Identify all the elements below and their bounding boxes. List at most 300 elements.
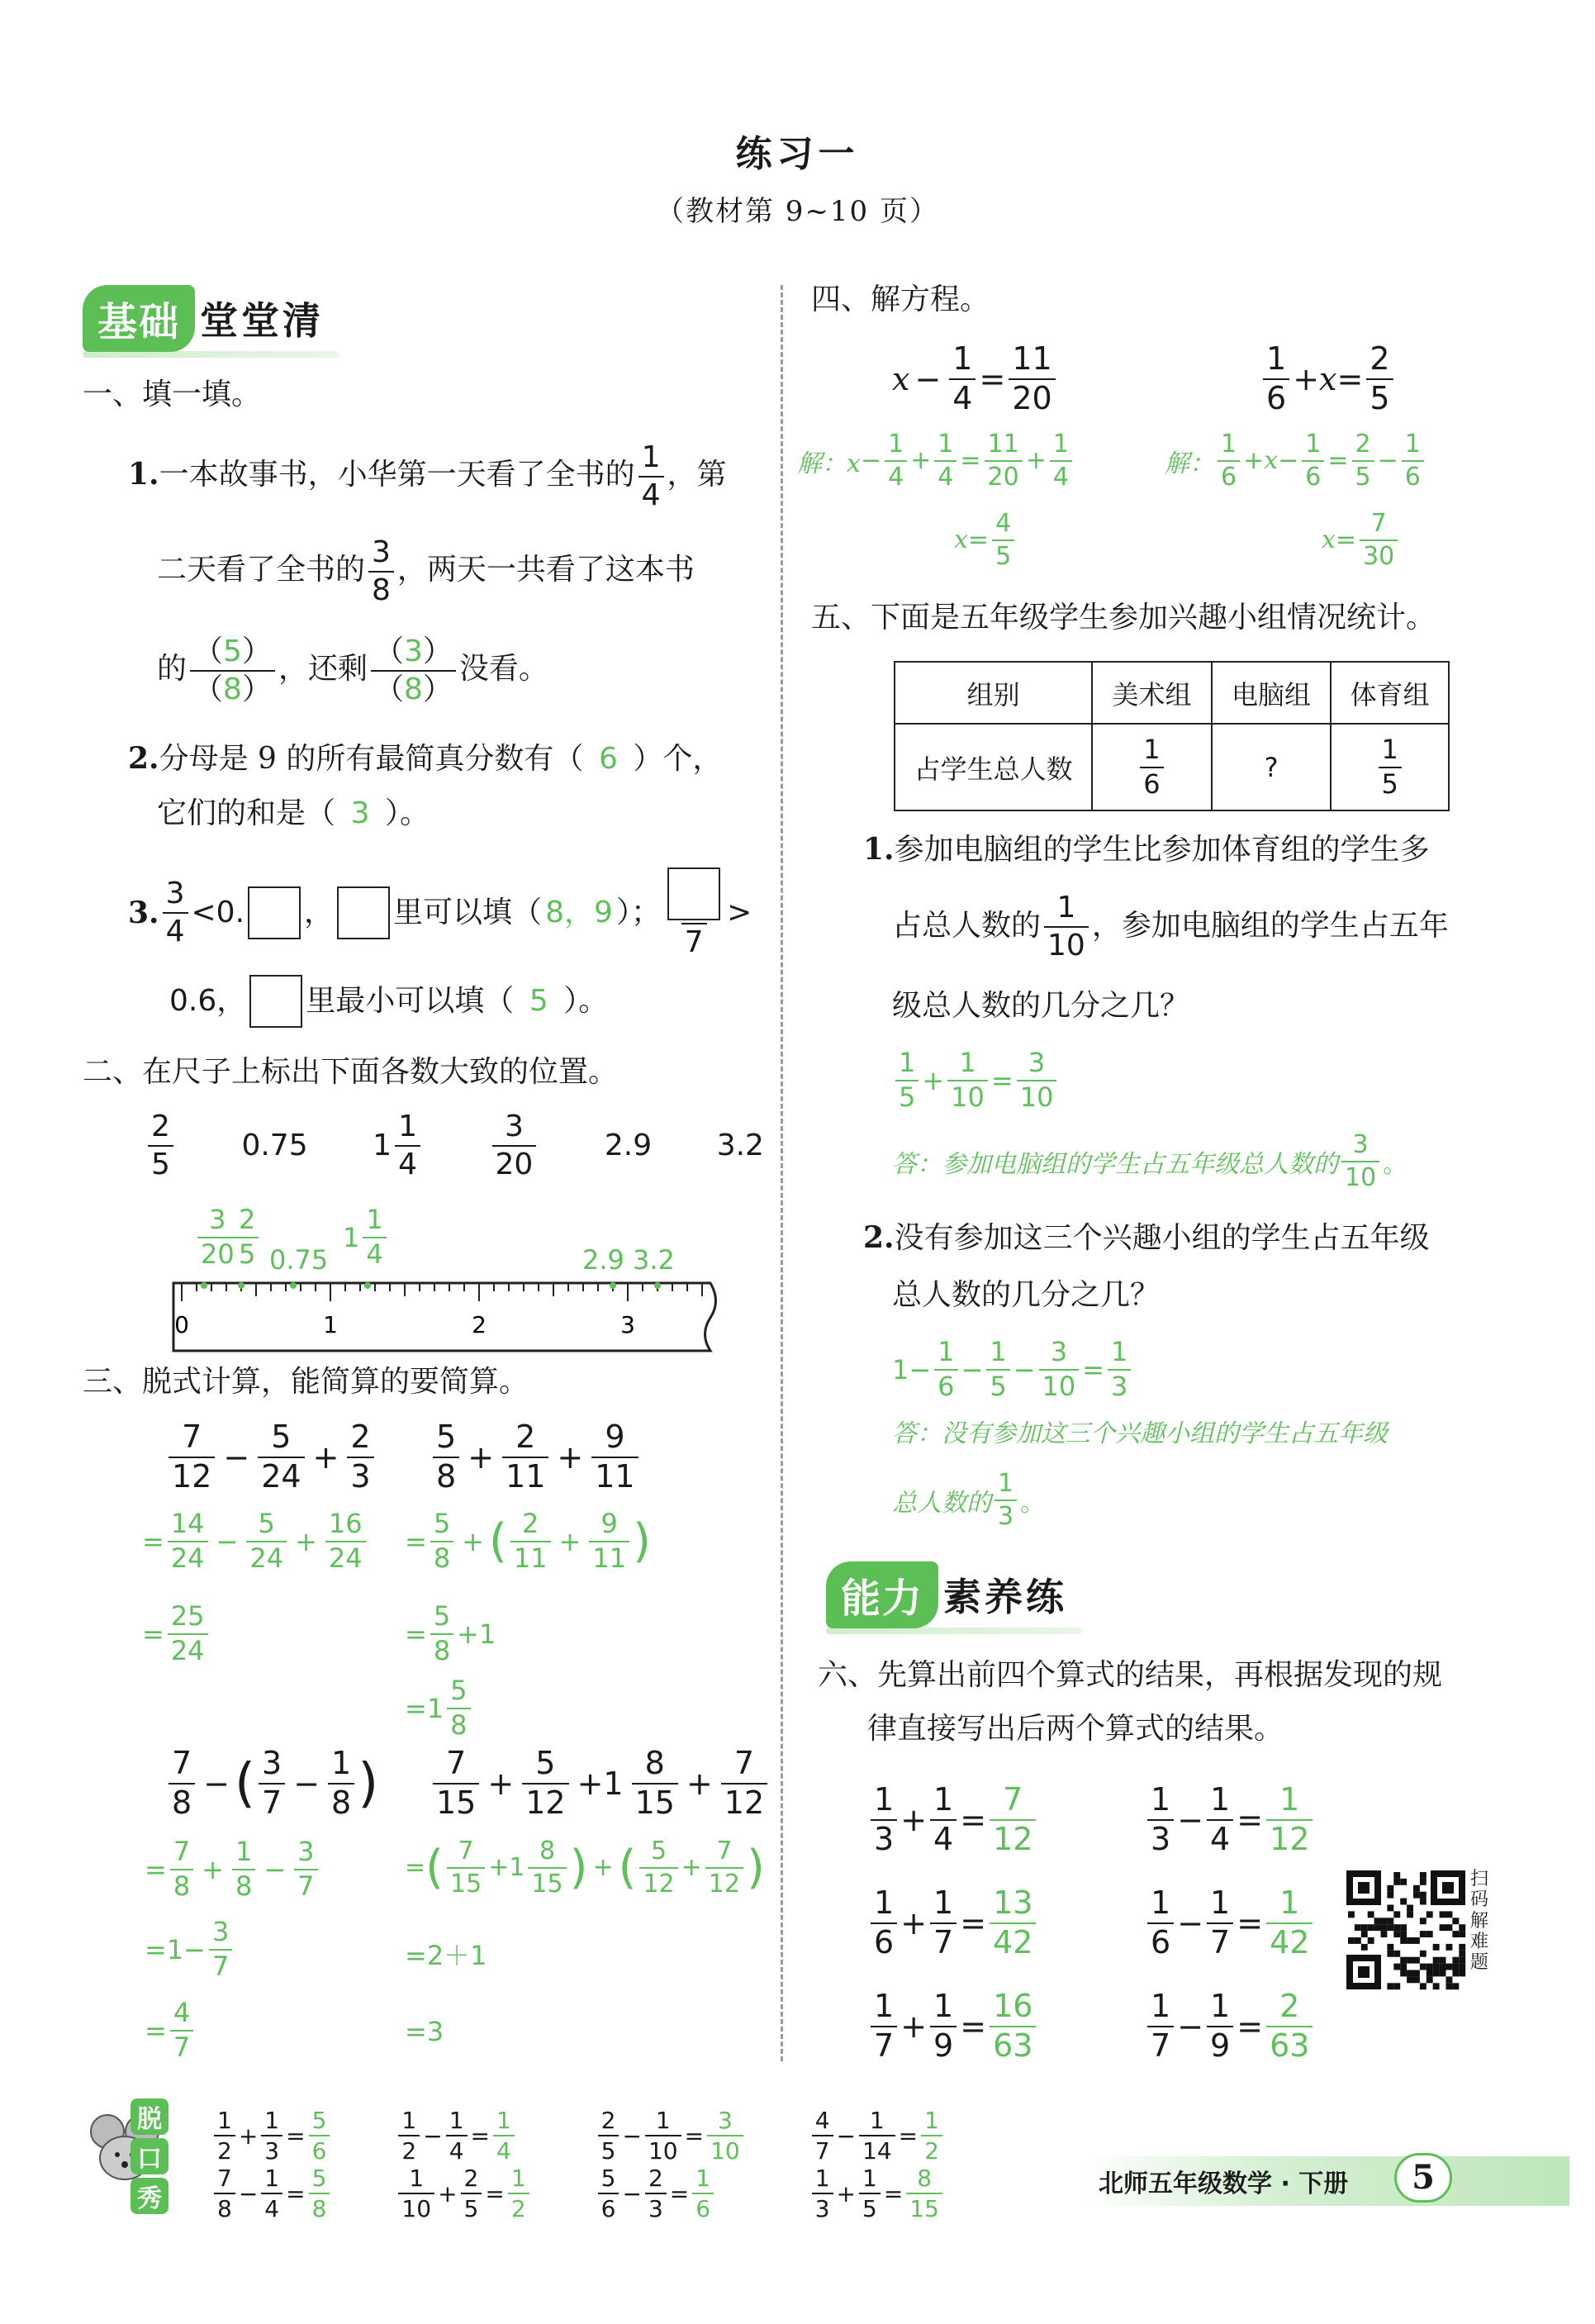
q1-p1-text-f: ，还剩 [278,651,368,686]
q1-p3-num: 3. [128,895,159,930]
numerator: 8 [644,1745,665,1781]
numerator: 3 [165,877,185,911]
operator: + [686,1765,713,1802]
q3-expr2 [430,1421,642,1494]
qr-cell [1374,1924,1381,1931]
q3-expr4 [430,1747,771,1820]
q1-p2-line1 [128,739,772,779]
numerator: 1 [1279,1780,1300,1818]
q2-heading: 二、在尺子上标出下面各数大致的位置。 [83,1055,619,1089]
numerator: 1 [933,1884,954,1921]
denominator: 2 [921,2135,942,2163]
numerator: 1 [1210,1987,1231,2024]
operator: + [462,1525,484,1557]
numerator: 3 [1028,1047,1046,1078]
numerator: 5 [600,2164,616,2192]
numerator: 2 [515,1419,536,1455]
qr-cell [1374,1918,1381,1924]
numerator: 1 [814,2164,830,2192]
paren: ) [358,1752,379,1814]
q3-expr2-step2: = $\frac{5}{8}$ +1 [405,1600,496,1666]
numerator: 1 [1266,340,1287,377]
paren-left: （ [373,672,404,706]
denominator: 10 [1044,926,1089,962]
q5-p2-num: 2. [863,1220,895,1255]
denominator: 7 [259,1783,285,1820]
answer-blank[interactable]: 3 [350,796,370,830]
numerator: 5 [436,1419,457,1455]
numerator: 1 [1111,1336,1128,1367]
qr-cell [1361,1924,1368,1931]
answer-numerator: 3 [403,634,423,668]
numerator: 1 [641,440,661,474]
number-item: 2.9 [604,1129,653,1163]
numerator: 9 [605,1419,625,1455]
denominator: 3 [347,1457,373,1494]
denominator: 20 [1009,378,1055,416]
denominator: 8 [232,1869,255,1901]
answer-fraction[interactable] [371,636,456,706]
qr-cell [1446,1983,1453,1989]
q4-equation1: x − $\frac{1}{4}$ = $\frac{11}{20}$ [892,343,1059,416]
numerator: 1 [869,2106,885,2134]
ruler-mark [290,1282,297,1289]
numerator: 25 [170,1600,205,1632]
operator: +1 [577,1765,624,1802]
q1-p3-text-c: 0.6， [169,983,247,1018]
result-label: x= [1322,525,1357,554]
qr-cell [1400,1970,1407,1977]
qr-cell [1393,1951,1400,1957]
numerator: 1 [899,1047,916,1078]
numerator: 1 [366,1204,383,1235]
qr-cell [1426,1911,1433,1918]
denominator: 6 [871,1922,897,1960]
operator: + [836,2179,856,2208]
oral-item: $\frac{1}{2}$ − $\frac{1}{4}$ = $\frac{1}{4}$ [395,2107,532,2165]
numerator: 1 [264,2164,280,2192]
paren-left: （ [193,634,224,668]
blank-box[interactable] [667,867,720,920]
numerator: 7 [182,1419,202,1455]
numerator: 3 [1352,1130,1369,1159]
badge-char: 脱 [131,2098,169,2135]
q5-p2-text-a: 没有参加这三个兴趣小组的学生占五年级 [894,1221,1430,1255]
denominator: 20 [492,1145,537,1181]
answer-blank[interactable]: 5 [529,983,548,1018]
qr-cell [1452,1931,1459,1937]
qr-cell [1452,1964,1459,1970]
q3-expr2-step1: = $\frac{5}{8}$ + ( $\frac{2}{11}$ + $\frac{9}{11}$ ) [405,1508,651,1574]
operator: − [293,1765,320,1802]
oral-column [395,2107,532,2222]
denominator: 14 [859,2135,895,2163]
numerator: 1 [398,1110,417,1143]
numerator: 7 [716,1837,733,1865]
qr-cell [1420,1918,1426,1924]
denominator: 2 [398,2135,420,2163]
numerator: 1 [1210,1884,1231,1921]
denominator: 4 [163,912,188,948]
denominator: 8 [430,1633,453,1666]
operator: + [900,2008,928,2045]
q3-expr2-step3: = 1 $\frac{5}{8}$ [405,1677,474,1739]
denominator: 3 [1108,1369,1131,1401]
q5-p1-line1 [863,830,1430,870]
qr-cell [1452,1983,1459,1989]
qr-cell [1400,1924,1407,1931]
denominator: 12 [1266,1819,1313,1856]
denominator: 4 [949,378,976,416]
denominator: 12 [169,1457,215,1494]
numerator: 3 [504,1110,524,1143]
denominator: 12 [705,1867,743,1898]
denominator: 6 [598,2193,619,2221]
denominator: 15 [433,1783,479,1820]
qr-cell [1420,1951,1426,1957]
numerator: 5 [651,1837,667,1865]
denominator: 24 [168,1541,208,1573]
ruler-label: 3 [620,1311,635,1338]
numerator: 1 [409,2164,425,2192]
denominator: 24 [258,1457,304,1494]
denominator: 5 [859,2193,881,2221]
denominator: 4 [1050,460,1072,491]
operator: +1 [488,1853,525,1882]
q1-p1-line2 [157,537,760,606]
q1-p1-text-d: ，两天一共看了这本书 [396,552,695,587]
qr-cell [1393,1911,1400,1918]
oral-item: $\frac{7}{8}$ − $\frac{1}{4}$ = $\frac{5}{8}$ [211,2165,333,2222]
variable: x [892,360,910,397]
qr-cell [1446,1944,1453,1951]
denominator: 3 [1147,1819,1174,1856]
numerator: 4 [814,2106,830,2134]
numerator: 8 [539,1837,556,1865]
section-banner-ability [826,1561,1082,1634]
qr-cell [1393,1964,1400,1970]
banner-pill: 能力 [826,1561,938,1628]
q6-left-column [867,1768,1039,2078]
operator: = [990,1064,1013,1096]
numerator: 1 [874,1884,895,1921]
denominator: 4 [934,460,957,491]
q6-right-row: $\frac{1}{6}$ − $\frac{1}{7}$ = $\frac{1}{42}$ [1144,1871,1316,1975]
denominator: 2 [508,2193,529,2221]
denominator: 7 [170,2030,193,2062]
operator: − [216,1525,239,1557]
qr-cell [1387,1924,1393,1931]
q1-p1-text-b: ，第 [667,457,727,492]
qr-cell [1393,1983,1400,1989]
q6-left-row: $\frac{1}{7}$ + $\frac{1}{9}$ = $\frac{16}{63}$ [867,1975,1039,2078]
denominator: 7 [812,2135,833,2163]
ruler-mark [201,1282,207,1289]
fraction [638,442,664,511]
qr-cell [1387,1951,1393,1957]
qr-cell [1446,1911,1453,1918]
oral-column [211,2107,333,2222]
oral-badge [131,2098,169,2214]
oral-item: $\frac{5}{6}$ − $\frac{2}{3}$ = $\frac{1}{6}$ [595,2165,747,2222]
denominator: 7 [1147,2026,1174,2063]
qr-cell [1413,1892,1420,1899]
numerator: 1 [1151,1780,1171,1818]
q6-left-row: $\frac{1}{6}$ + $\frac{1}{7}$ = $\frac{13}{42}$ [867,1871,1039,1975]
column-divider [781,285,783,2061]
numerator: 1 [933,1987,954,2024]
numerator: 3 [211,1916,230,1947]
denominator: 15 [528,1867,566,1898]
numerator: 1 [401,2106,417,2134]
numerator: 7 [446,1745,467,1781]
ruler-label: 2 [472,1311,487,1338]
denominator: 8 [328,1783,354,1820]
numerator: 1 [695,2164,711,2192]
denominator: 24 [246,1541,287,1573]
q5-heading: 五、下面是五年级学生参加兴趣小组情况统计。 [811,601,1436,634]
paren-right: ） [241,634,272,668]
banner-pill: 基础 [83,285,195,352]
solution-label: 解：x [797,449,861,478]
ruler-answer-b [232,1206,262,1268]
qr-code-icon[interactable] [1345,1869,1467,1991]
ruler-mark [610,1282,616,1289]
q1-p3-line2 [169,975,608,1028]
qr-cell [1452,1918,1459,1924]
denominator: 12 [990,1819,1036,1856]
denominator: 6 [1263,378,1289,416]
q3-expr4-step1: = ( $\frac{7}{15}$ +1 $\frac{8}{15}$ ) + ( $\frac{5}{12}$ + $\frac{7}{12}$ ) [405,1837,765,1899]
numerator: 3 [297,1836,315,1867]
operator: − [423,2122,443,2150]
numerator: 2 [600,2106,616,2134]
operator: − [1013,1353,1036,1385]
operator: − [622,2122,642,2150]
q1-p3-text-e: ）。 [563,983,609,1018]
denominator: 5 [1352,460,1374,491]
denominator: 15 [447,1867,485,1898]
operator: + [900,1904,928,1941]
q5-p1-text-b: 占总人数的 [892,909,1042,943]
denominator: 6 [309,2135,330,2163]
operator: − [961,1353,984,1385]
number-item: 0.75 [241,1129,308,1163]
fraction [163,878,188,948]
numerator: 1 [924,2106,939,2134]
blank-box[interactable] [337,886,390,939]
q5-p1-num: 1. [863,832,895,867]
oral-item: $\frac{1}{3}$ + $\frac{1}{5}$ = $\frac{8}{15}$ [809,2165,946,2222]
numerator: 1 [655,2106,671,2134]
denominator: 6 [1218,460,1240,491]
numerator: 13 [993,1884,1033,1921]
numerator: 1 [1404,430,1421,459]
numerator: 1 [510,2164,526,2192]
ruler-mark [364,1282,371,1289]
denominator: 4 [446,2135,468,2163]
operator: − [238,2179,259,2208]
qr-cell [1433,1964,1440,1970]
qr-cell [1400,1879,1407,1885]
answer-blank[interactable]: 6 [598,742,618,776]
denominator: 7 [1207,1922,1233,1960]
footer-book-title: 北师五年级数学 · 下册 [1099,2170,1349,2198]
denominator: 4 [261,2193,282,2221]
qr-cell [1446,1924,1453,1931]
qr-cell [1446,1964,1453,1970]
qr-cell [1452,1957,1459,1964]
q3-expr3-step1: = $\frac{7}{8}$ + $\frac{1}{8}$ − $\frac{3}{7}$ [145,1838,321,1900]
operator: + [681,1853,702,1882]
numerator: 1 [1279,1884,1300,1921]
q4-result2 [1322,511,1401,569]
numerator: 7 [172,1745,192,1781]
numerator: 5 [450,1675,468,1706]
denominator: 7 [930,1922,957,1960]
qr-cell [1348,1911,1355,1918]
q4-solution1: 解：x − $\frac{1}{4}$ + $\frac{1}{4}$ = $\frac{11}{20}$ + $\frac{1}{4}$ [797,431,1075,490]
qr-cell [1393,1879,1400,1885]
denominator: 5 [235,1237,259,1269]
denominator: 24 [168,1633,208,1666]
ruler [169,1276,723,1359]
numerator: 3 [1050,1336,1068,1367]
blank-box[interactable] [248,886,301,939]
qr-cell [1452,1970,1459,1977]
q1-p3-text-d: 里最小可以填（ [306,983,515,1018]
q6-heading-line1: 六、先算出前四个算式的结果，再根据发现的规 [818,1658,1443,1692]
operator: + [468,1438,495,1476]
q5-p2-calc [892,1338,1134,1400]
numerator: 1 [959,1047,976,1078]
denominator: 4 [363,1237,386,1269]
q3-expr1 [165,1421,377,1494]
numerator: 2 [1279,1987,1300,2024]
paren-right: ） [422,634,453,668]
paren-right: ） [241,672,272,706]
denominator: 4 [395,1145,420,1181]
paren: ) [633,1514,651,1569]
qr-cell [1413,1957,1420,1964]
q4-solution2: 解： $\frac{1}{6}$ +x − $\frac{1}{6}$ = $\frac{2}{5}$ − $\frac{1}{6}$ [1165,431,1427,490]
paren: ) [746,1841,765,1894]
numerator: 7 [733,1745,755,1781]
variable: +x [1293,360,1337,397]
numerator: 1 [1143,733,1161,765]
ruler-label: 1 [323,1311,338,1338]
qr-cell [1420,1872,1426,1879]
numerator: 2 [350,1419,371,1455]
operator: 1− [892,1353,932,1385]
ruler-answer-e: 2.9 [582,1244,624,1276]
q5-p2-answer-line2 [892,1471,1045,1529]
numerator: 1 [938,1336,955,1367]
operator: + [438,2179,458,2208]
denominator: 5 [148,1145,173,1181]
whole-part: 1 [426,1692,444,1724]
q6-heading-line2: 律直接写出后两个算式的结果。 [867,1712,1284,1746]
q6-left-row: $\frac{1}{3}$ + $\frac{1}{4}$ = $\frac{7}{12}$ [867,1768,1039,1871]
numerator: 1 [217,2106,232,2134]
answer-blank[interactable]: 8，9 [545,895,613,929]
q1-p2-line2 [157,795,430,834]
denominator: 10 [707,2135,743,2163]
qr-cell [1459,1964,1465,1970]
q1-p1-text-a: 一本故事书，小华第一天看了全书的 [159,457,635,492]
numerator: 5 [258,1508,275,1539]
q5-p2-answer-line1: 答：没有参加这三个兴趣小组的学生占五年级 [892,1419,1388,1448]
q3-expr4-step3: =3 [405,2016,444,2047]
q3-expr3-step3: = $\frac{4}{7}$ [145,1999,197,2061]
numerator: 2 [1370,340,1390,377]
paren: ( [618,1841,637,1894]
qr-cell [1400,1964,1407,1970]
numerator: 1 [1052,430,1069,459]
q3-heading: 三、脱式计算，能简算的要简算。 [83,1365,529,1399]
numerator: 14 [170,1508,205,1539]
ruler-mark [238,1282,244,1289]
qr-cell [1459,1931,1465,1937]
qr-cell [1387,1918,1393,1924]
qr-cell [1387,1944,1393,1951]
denominator: 3 [261,2135,282,2163]
blank-box[interactable] [249,975,302,1028]
qr-cell [1387,1905,1393,1912]
less-than: <0. [191,895,245,929]
answer-fraction[interactable] [190,636,275,706]
table-header: 体育组 [1331,662,1449,724]
denominator: 3 [995,1499,1017,1530]
qr-cell [1426,1970,1433,1977]
numerator: 3 [262,1745,282,1781]
numerator: 7 [1370,509,1387,538]
qr-cell [1440,1957,1446,1964]
qr-cell [1440,1964,1446,1970]
q5-p1-answer [892,1132,1407,1191]
q5-p2-line2: 总人数的几分之几？ [892,1278,1161,1312]
denominator: 9 [1207,2026,1233,2063]
qr-cell [1400,1899,1407,1905]
q3-expr1-step1: = $\frac{14}{24}$ − $\frac{5}{24}$ + $\frac{16}{24}$ [142,1510,369,1572]
denominator: 2 [214,2135,235,2163]
numerator: 1 [264,2106,280,2134]
result-label: x= [954,525,990,554]
qr-cell [1368,1937,1374,1944]
qr-cell [1387,1983,1393,1989]
q3-expr4-step2: =2＋1 [405,1940,487,1971]
q5-p2-line1 [863,1219,1430,1258]
qr-cell [1368,1911,1374,1918]
q1-p2-text-b: ）个， [633,742,723,776]
section-banner-basic [83,285,339,358]
denominator: 12 [721,1783,767,1820]
numerator: 2 [522,1508,539,1539]
denominator: 6 [1147,1922,1174,1960]
operator: +1 [457,1618,496,1650]
qr-cell [1420,1892,1426,1899]
numerator: 1 [496,2106,511,2134]
numerator: 1 [235,1836,253,1867]
q5-p1-line2 [892,892,1449,962]
numerator: 4 [995,509,1012,538]
numerator: 7 [1003,1780,1023,1818]
oral-grid [211,2107,946,2222]
oral-item: $\frac{1}{2}$ + $\frac{1}{3}$ = $\frac{5}{6}$ [211,2107,333,2165]
denominator: 42 [990,1922,1036,1960]
numerator: 1 [990,1336,1007,1367]
qr-cell [1407,1905,1413,1912]
